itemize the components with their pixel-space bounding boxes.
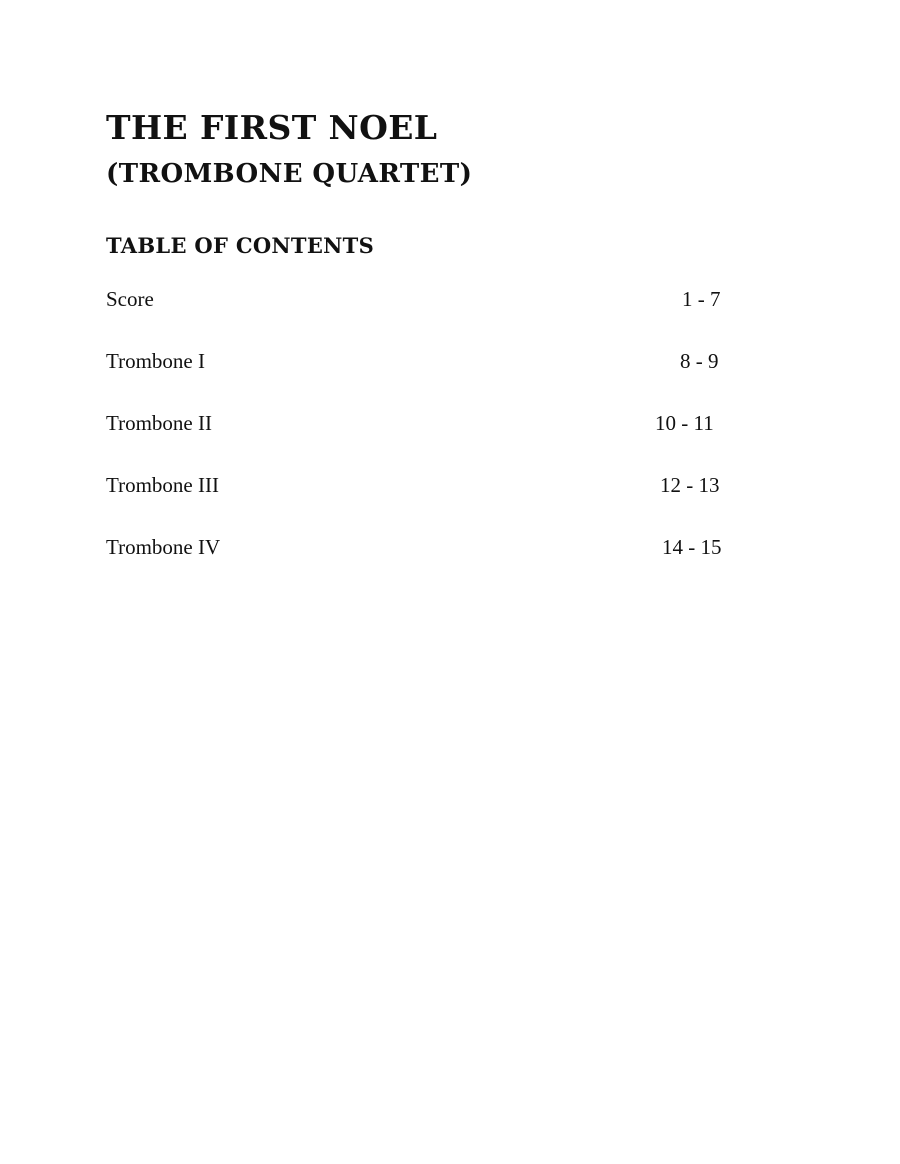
document-subtitle: (TROMBONE QUARTET) — [106, 159, 473, 189]
toc-entry-label: Trombone II — [106, 411, 212, 435]
toc-entry-label: Score — [106, 287, 154, 311]
toc-entry-pages: 14 - 15 — [662, 535, 722, 559]
toc-entry-label: Trombone III — [106, 473, 219, 497]
toc-entry-trombone-3 — [106, 471, 746, 533]
toc-entry-score — [106, 285, 746, 347]
toc-entry-label: Trombone IV — [106, 535, 221, 559]
toc-entry-trombone-4 — [106, 533, 746, 595]
toc-entry-label: Trombone I — [106, 349, 205, 373]
toc-entry-pages: 1 - 7 — [682, 287, 721, 311]
document-title: THE FIRST NOEL — [106, 108, 438, 147]
toc-entry-pages: 10 - 11 — [655, 411, 714, 435]
toc-heading: TABLE OF CONTENTS — [106, 233, 375, 258]
toc-entry-trombone-1 — [106, 347, 746, 409]
toc-entry-pages: 12 - 13 — [660, 473, 720, 497]
toc-entry-pages: 8 - 9 — [680, 349, 719, 373]
table-of-contents — [106, 285, 746, 595]
toc-entry-trombone-2 — [106, 409, 746, 471]
